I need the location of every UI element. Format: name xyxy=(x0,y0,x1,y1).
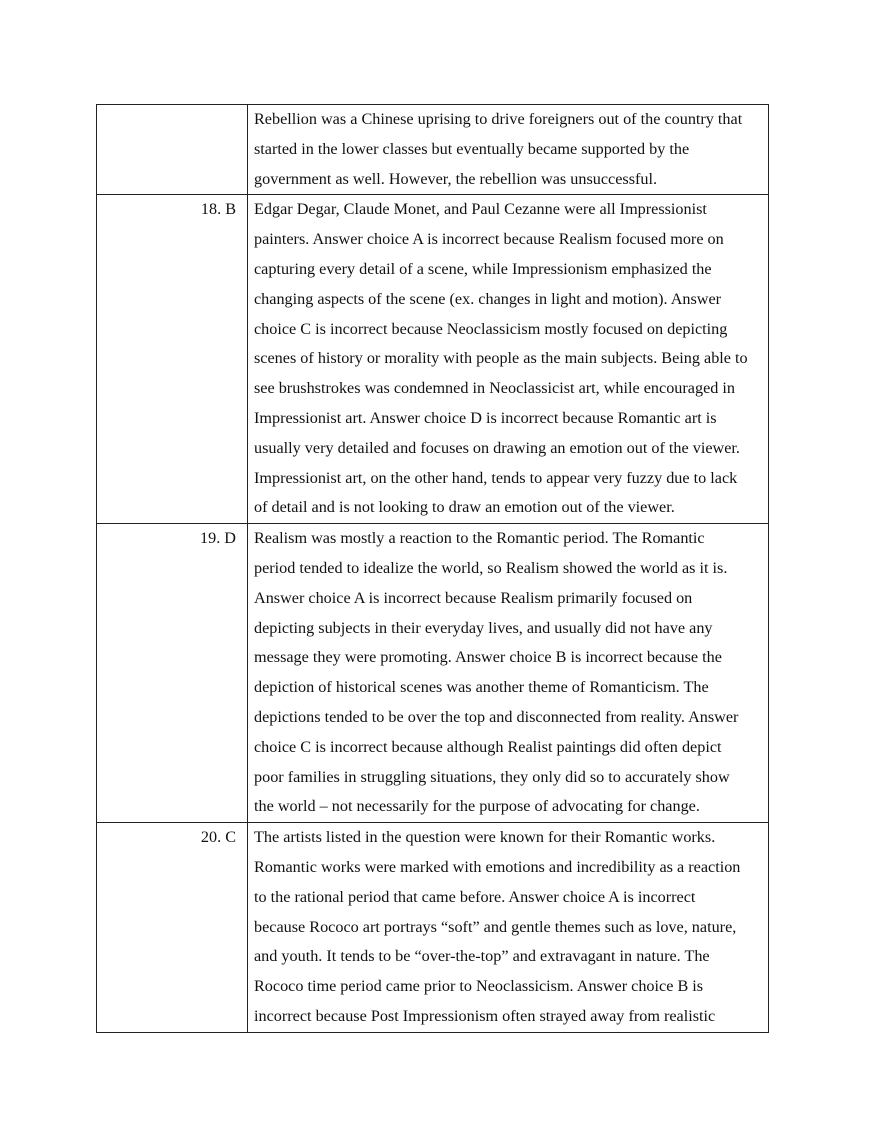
answer-number: 20. C xyxy=(97,823,248,1033)
explanation-line: choice C is incorrect because although Realist paintings did often depict xyxy=(254,737,722,756)
answer-explanation xyxy=(248,105,769,195)
explanation-line: Realism was mostly a reaction to the Romantic period. The Romantic xyxy=(254,529,705,548)
explanation-line: Edgar Degar, Claude Monet, and Paul Cezanne were all Impressionist xyxy=(254,200,707,219)
explanation-line: Answer choice A is incorrect because Realism primarily focused on xyxy=(254,588,693,607)
explanation-line: Rebellion was a Chinese uprising to drive foreigners out of the country that xyxy=(254,110,743,128)
explanation-line: depiction of historical scenes was another theme of Romanticism. The xyxy=(254,678,709,697)
explanation-line: of detail and is not looking to draw an emotion out of the viewer. xyxy=(254,498,675,517)
explanation-line: government as well. However, the rebellion was unsuccessful. xyxy=(254,169,658,188)
answer-key-table xyxy=(96,104,769,1033)
explanation-line: changing aspects of the scene (ex. changes in light and motion). Answer xyxy=(254,289,722,308)
answer-explanation xyxy=(248,823,769,1033)
explanation-line: The artists listed in the question were known for their Romantic works. xyxy=(254,828,716,847)
explanation-line: choice C is incorrect because Neoclassicism mostly focused on depicting xyxy=(254,319,728,338)
explanation-line: painters. Answer choice A is incorrect because Realism focused more on xyxy=(254,230,724,249)
explanation-line: scenes of history or morality with people as the main subjects. Being able to xyxy=(254,349,748,368)
explanation-line: incorrect because Post Impressionism often strayed away from realistic xyxy=(254,1006,716,1025)
explanation-line: Impressionist art. Answer choice D is incorrect because Romantic art is xyxy=(254,408,717,427)
table-row xyxy=(97,823,769,1033)
explanation-line: depictions tended to be over the top and disconnected from reality. Answer xyxy=(254,707,739,726)
explanation-line: because Rococo art portrays “soft” and gentle themes such as love, nature, xyxy=(254,917,737,936)
table-row xyxy=(97,524,769,823)
explanation-line: Rococo time period came prior to Neoclassicism. Answer choice B is xyxy=(254,977,704,996)
explanation-line: depicting subjects in their everyday lives, and usually did not have any xyxy=(254,618,713,637)
table-row xyxy=(97,195,769,524)
explanation-line: message they were promoting. Answer choice B is incorrect because the xyxy=(254,648,722,667)
explanation-line: Impressionist art, on the other hand, tends to appear very fuzzy due to lack xyxy=(254,468,738,487)
explanation-line: started in the lower classes but eventually became supported by the xyxy=(254,139,690,158)
explanation-line: poor families in struggling situations, they only did so to accurately show xyxy=(254,767,730,786)
explanation-line: usually very detailed and focuses on drawing an emotion out of the viewer. xyxy=(254,438,740,457)
explanation-line: Romantic works were marked with emotions and incredibility as a reaction xyxy=(254,857,741,876)
explanation-line: period tended to idealize the world, so Realism showed the world as it is. xyxy=(254,558,728,577)
explanation-line: the world – not necessarily for the purpose of advocating for change. xyxy=(254,797,700,816)
answer-number xyxy=(97,105,248,195)
answer-explanation xyxy=(248,524,769,823)
explanation-line: capturing every detail of a scene, while Impressionism emphasized the xyxy=(254,259,712,278)
table-row xyxy=(97,105,769,195)
explanation-line: see brushstrokes was condemned in Neoclassicist art, while encouraged in xyxy=(254,379,735,398)
explanation-line: to the rational period that came before. Answer choice A is incorrect xyxy=(254,887,696,906)
answer-number: 19. D xyxy=(97,524,248,823)
explanation-line: and youth. It tends to be “over-the-top” and extravagant in nature. The xyxy=(254,947,710,966)
answer-explanation xyxy=(248,195,769,524)
answer-number: 18. B xyxy=(97,195,248,524)
